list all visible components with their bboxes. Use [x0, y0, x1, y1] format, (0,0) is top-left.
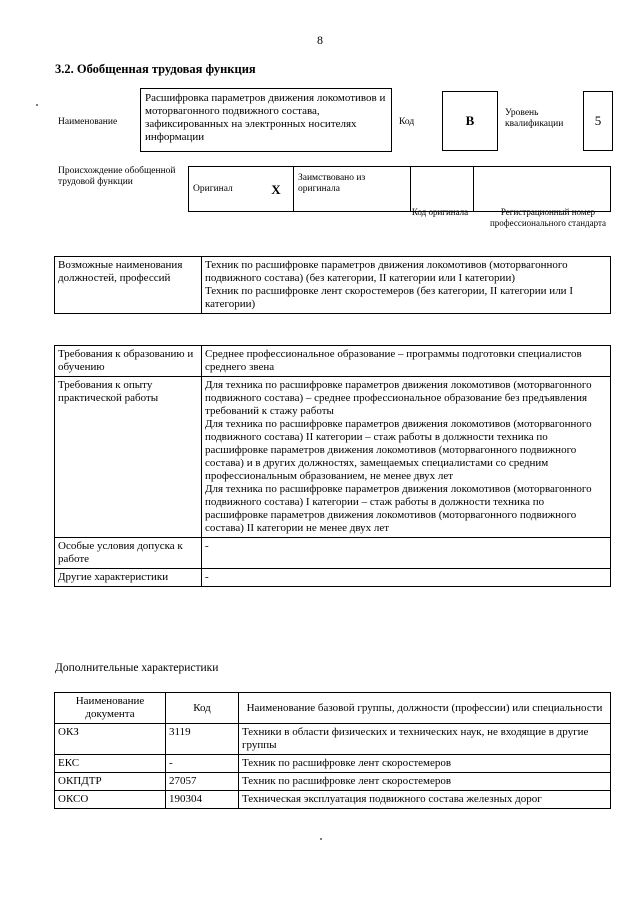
- cell-group: Техник по расшифровке лент скоростемеров: [239, 755, 611, 773]
- positions-value: [202, 257, 611, 314]
- borrowed-label: Заимствовано из оригинала: [294, 167, 411, 212]
- header-document: Наименование документа: [55, 693, 166, 724]
- special-conditions-value: -: [202, 538, 611, 569]
- additional-title: Дополнительные характеристики: [55, 662, 219, 674]
- original-mark: X: [259, 167, 294, 212]
- page-number: 8: [317, 33, 323, 47]
- code-original-cell: [411, 167, 474, 212]
- cell-document: ОКПДТР: [55, 773, 166, 791]
- table-row: [55, 773, 611, 791]
- education-label: Требования к образованию и обучению: [55, 346, 202, 377]
- scan-speck: [320, 838, 322, 840]
- education-value: Среднее профессиональное образование – программы подготовки специалистов среднего звена: [202, 346, 611, 377]
- experience-label: Требования к опыту практической работы: [55, 377, 202, 538]
- level-label: Уровень квалификации: [505, 108, 564, 129]
- cell-group: Техник по расшифровке лент скоростемеров: [239, 773, 611, 791]
- cell-code: -: [166, 755, 239, 773]
- reg-number-cell: [474, 167, 611, 212]
- experience-paragraph-3: Для техника по расшифровке параметров движения локомотивов (моторвагонного подвижного состава) I категории – стаж работы в должности техника по расшифровке параметров движения локомотивов (моторвагонного подвижного состава) II категории не менее двух лет: [205, 483, 592, 534]
- cell-code: 27057: [166, 773, 239, 791]
- original-label: Оригинал: [189, 167, 260, 212]
- requirements-table: [54, 345, 611, 587]
- table-row: [55, 755, 611, 773]
- positions-table: [54, 256, 611, 314]
- positions-label: Возможные наименования должностей, профессий: [55, 257, 202, 314]
- experience-paragraph-2: Для техника по расшифровке параметров движения локомотивов (моторвагонного подвижного состава) II категории – стаж работы в должности техника по расшифровке параметров движения локомотивов (моторвагонного подвижного состава) и в других должностях, замещаемых специалистами со средним профессиональным образованием, не менее двух лет: [205, 418, 592, 482]
- cell-document: ЕКС: [55, 755, 166, 773]
- experience-value: [202, 377, 611, 538]
- header-code: Код: [166, 693, 239, 724]
- origin-label: Происхождение обобщенной трудовой функции: [58, 166, 176, 187]
- scan-speck: [36, 104, 38, 106]
- name-label: Наименование: [58, 117, 118, 127]
- cell-group: Техники в области физических и технических наук, не входящие в другие группы: [239, 724, 611, 755]
- table-row: [55, 724, 611, 755]
- table-row: [55, 538, 611, 569]
- level-value: 5: [583, 91, 613, 151]
- additional-table: [54, 692, 611, 809]
- origin-table: [188, 166, 611, 212]
- cell-group: Техническая эксплуатация подвижного состава железных дорог: [239, 791, 611, 809]
- reg-number-label: Регистрационный номер профессионального стандарта: [489, 207, 607, 228]
- other-characteristics-value: -: [202, 569, 611, 587]
- cell-code: 3119: [166, 724, 239, 755]
- cell-code: 190304: [166, 791, 239, 809]
- table-row: [55, 791, 611, 809]
- cell-document: ОКЗ: [55, 724, 166, 755]
- positions-value-2: Техник по расшифровке лент скоростемеров (без категории, II категории или I категории): [205, 285, 573, 310]
- code-value: B: [442, 91, 498, 151]
- section-title: 3.2. Обобщенная трудовая функция: [55, 62, 256, 76]
- table-header-row: [55, 693, 611, 724]
- code-original-label: Код оригинала: [411, 207, 469, 217]
- table-row: [55, 569, 611, 587]
- header-group: Наименование базовой группы, должности (профессии) или специальности: [239, 693, 611, 724]
- table-row: [55, 346, 611, 377]
- positions-value-1: Техник по расшифровке параметров движения локомотивов (моторвагонного подвижного состава) (без категории, II категории или I категории): [205, 259, 568, 284]
- cell-document: ОКСО: [55, 791, 166, 809]
- special-conditions-label: Особые условия допуска к работе: [55, 538, 202, 569]
- experience-paragraph-1: Для техника по расшифровке параметров движения локомотивов (моторвагонного подвижного состава) – среднее профессиональное образование без предъявления требований к стажу работы: [205, 379, 592, 417]
- other-characteristics-label: Другие характеристики: [55, 569, 202, 587]
- table-row: [55, 377, 611, 538]
- code-label: Код: [399, 117, 415, 127]
- name-value: Расшифровка параметров движения локомотивов и моторвагонного подвижного состава, зафиксированных на электронных носителях информации: [140, 88, 392, 152]
